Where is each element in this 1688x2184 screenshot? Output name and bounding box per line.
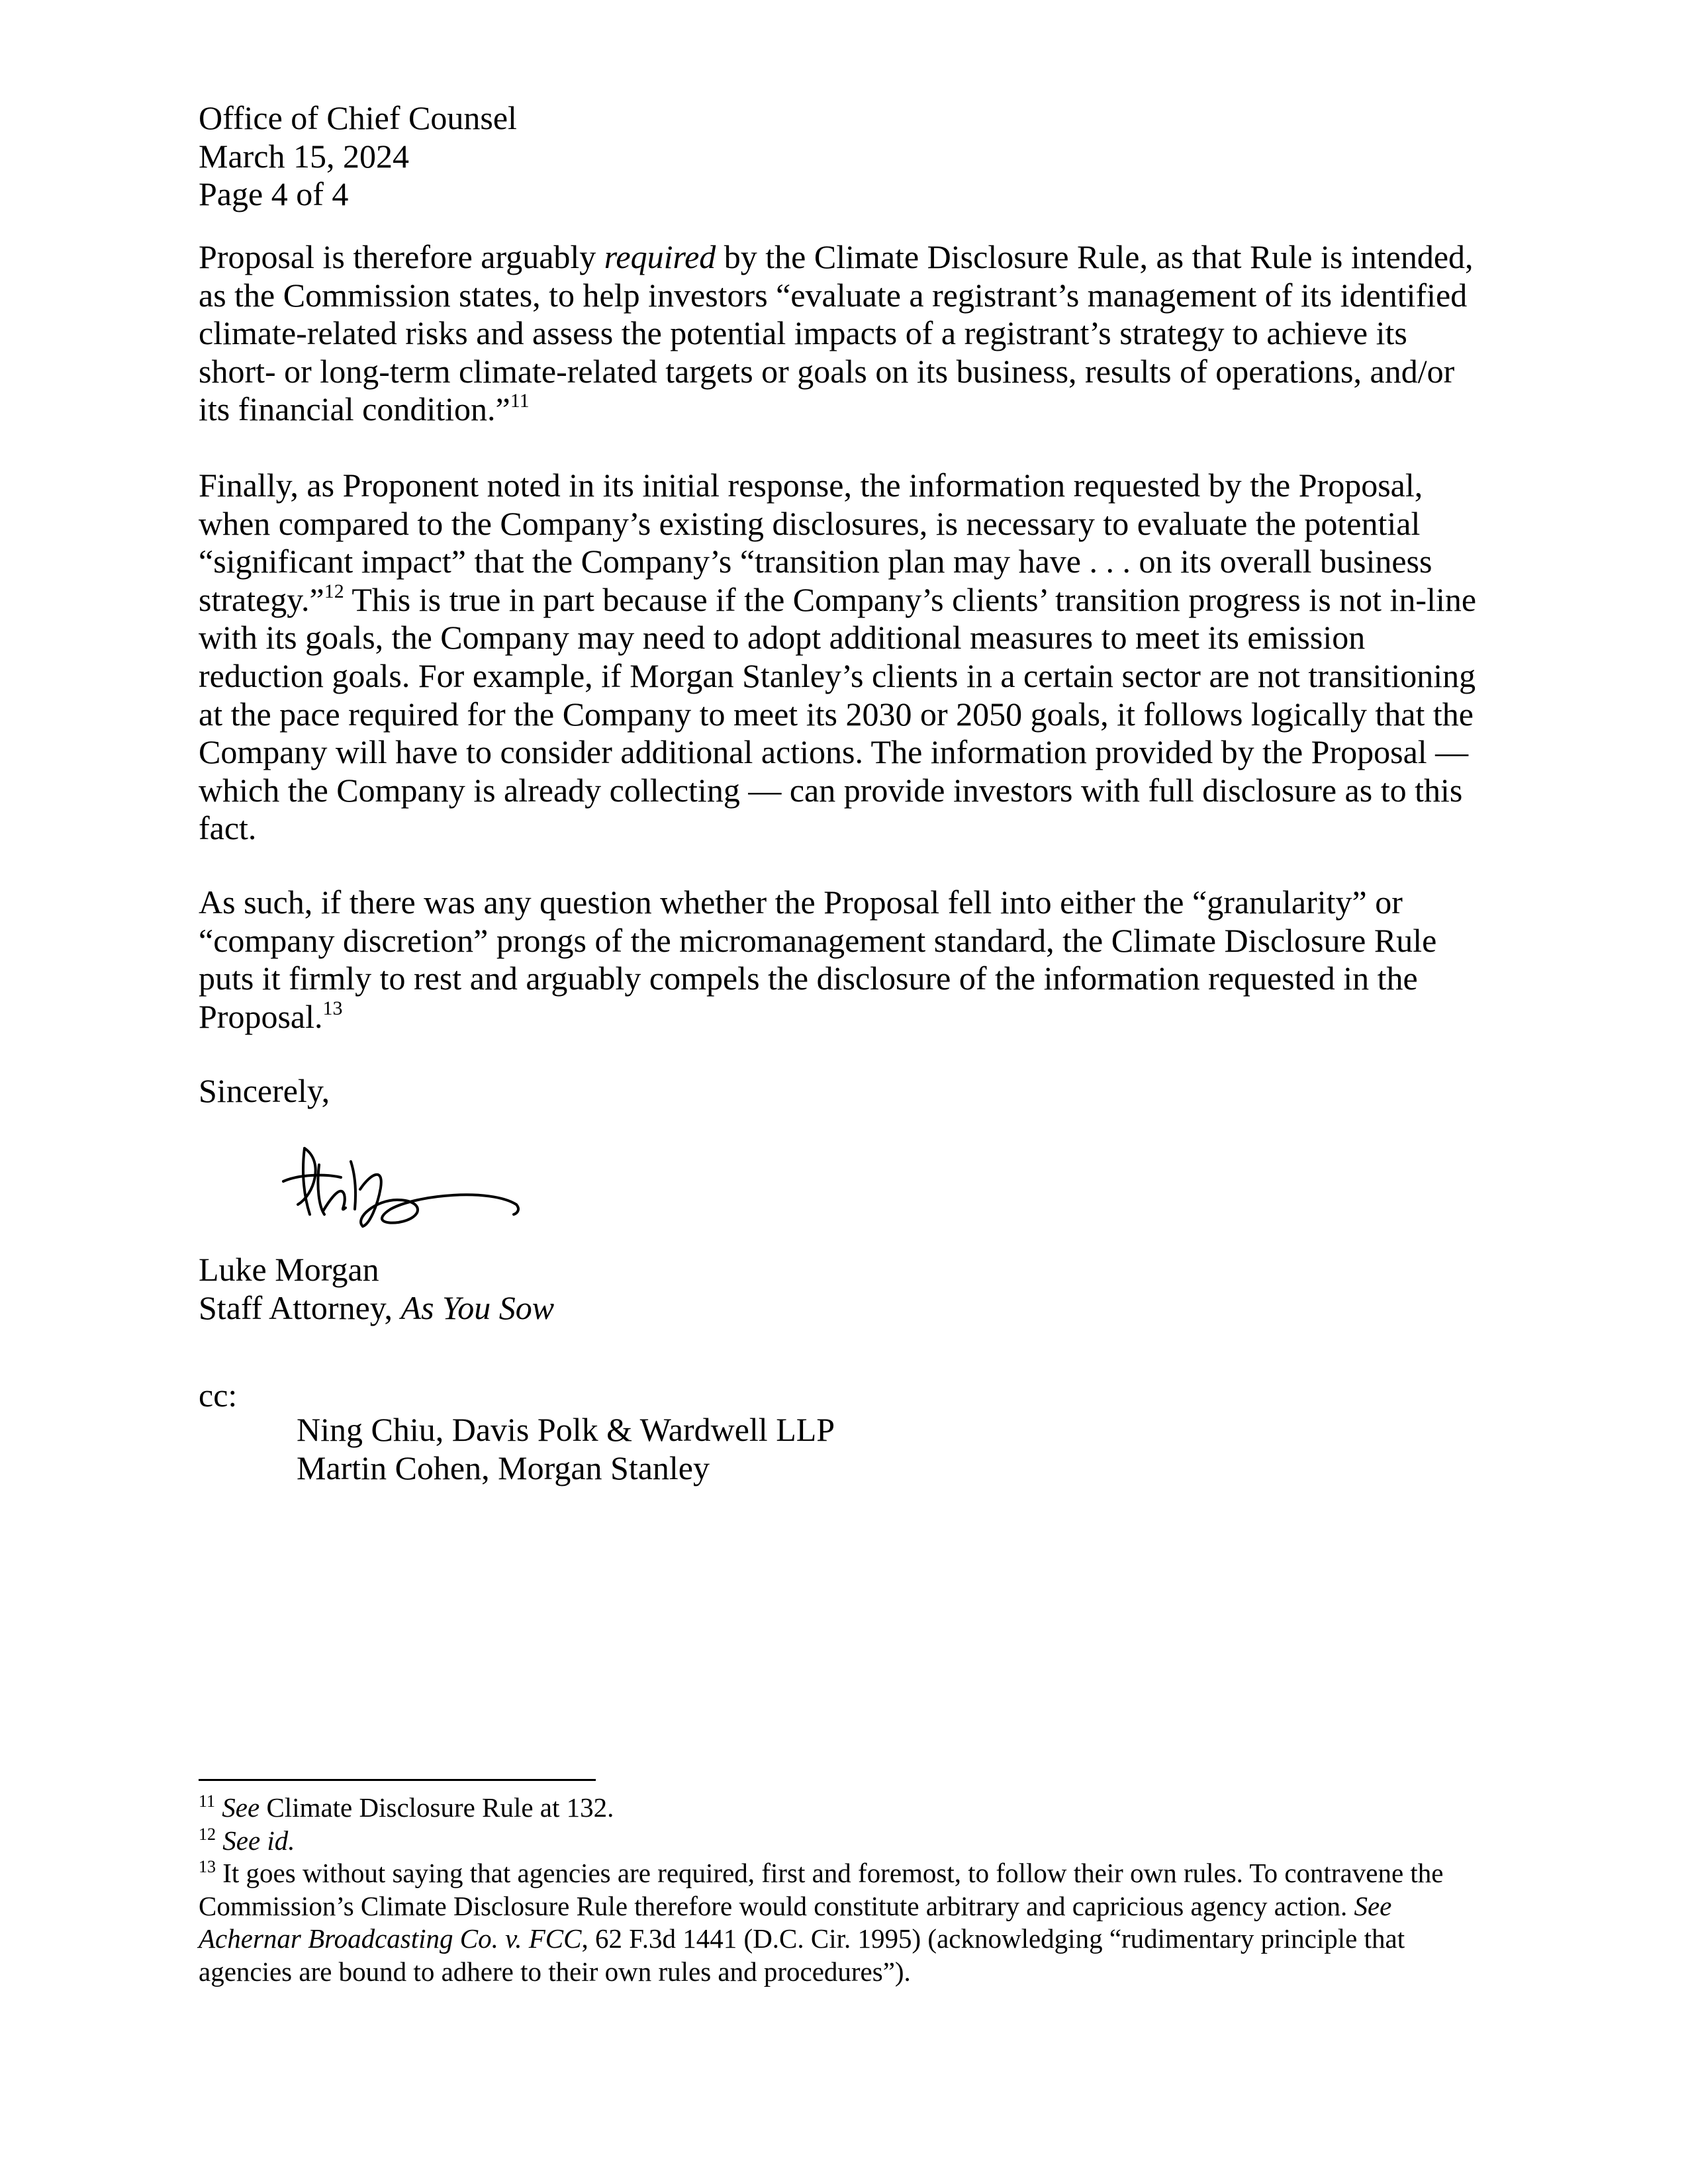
emphasis-text: See id. [222, 1825, 295, 1856]
text-run: Proposal is therefore arguably [199, 238, 604, 275]
closing-salutation [199, 1072, 1496, 1111]
paragraph-line: “significant impact” that the Company’s “transition plan may have . . . on its overall business [199, 543, 1432, 580]
letter-header [199, 99, 1496, 214]
cc-recipient: Ning Chiu, Davis Polk & Wardwell LLP [297, 1411, 835, 1448]
text-run: by the Climate Disclosure Rule, as that Rule is intended, [716, 238, 1474, 275]
paragraph-line: As such, if there was any question whether the Proposal fell into either the “granularity” or [199, 884, 1403, 921]
signatory-name: Luke Morgan [199, 1251, 379, 1288]
footnote-11 [199, 1792, 1496, 1825]
footnote-12 [199, 1825, 1496, 1858]
header-date: March 15, 2024 [199, 137, 409, 175]
footnote-divider [199, 1779, 596, 1781]
text-run: , 62 F.3d 1441 (D.C. Cir. 1995) (acknowledging “rudimentary principle that [581, 1923, 1405, 1954]
emphasis-text: required [604, 238, 716, 275]
text-run: It goes without saying that agencies are required, first and foremost, to follow their own rules. To contravene the [216, 1858, 1444, 1888]
text-run: its financial condition.” [199, 390, 510, 428]
paragraph-line: short- or long-term climate-related targets or goals on its business, results of operations, and/or [199, 352, 1455, 390]
cc-label: cc: [199, 1377, 238, 1414]
footnote-number: 11 [199, 1792, 216, 1811]
paragraph-line [199, 581, 1496, 619]
cc-label-block [199, 1377, 1496, 1415]
text-run: Commission’s Climate Disclosure Rule therefore would constitute arbitrary and capricious agency action. [199, 1890, 1354, 1921]
paragraph-2 [199, 467, 1496, 848]
case-citation: Achernar Broadcasting Co. v. FCC [199, 1923, 582, 1954]
paragraph-line: puts it firmly to rest and arguably compels the disclosure of the information requested in the [199, 960, 1418, 997]
paragraph-line: when compared to the Company’s existing disclosures, is necessary to evaluate the potential [199, 504, 1421, 542]
paragraph-line [199, 998, 1496, 1036]
header-recipient: Office of Chief Counsel [199, 99, 517, 136]
footnote-reference[interactable]: 12 [324, 580, 344, 602]
text-run: Proposal. [199, 997, 323, 1035]
paragraph-line [199, 390, 1496, 429]
footnote-reference[interactable]: 11 [510, 390, 530, 412]
paragraph-line: which the Company is already collecting — can provide investors with full disclosure as to this [199, 771, 1463, 809]
signature-block [199, 1251, 1496, 1327]
emphasis-text: See [222, 1792, 260, 1823]
footnote-number: 13 [199, 1857, 216, 1876]
footnote-number: 12 [199, 1824, 216, 1844]
footnote-13 [199, 1857, 1496, 1890]
emphasis-text: See [1354, 1890, 1392, 1921]
closing-text: Sincerely, [199, 1072, 330, 1109]
signatory-title [199, 1289, 1496, 1328]
paragraph-line: Company will have to consider additional actions. The information provided by the Proposal — [199, 733, 1469, 771]
paragraph-line: with its goals, the Company may need to adopt additional measures to meet its emission [199, 619, 1366, 657]
paragraph-line: fact. [199, 809, 257, 847]
footnote-line: agencies are bound to adhere to their own rules and procedures”). [199, 1956, 911, 1987]
paragraph-line [199, 238, 1496, 277]
handwritten-signature [278, 1135, 530, 1234]
paragraph-line: Finally, as Proponent noted in its initial response, the information requested by the Proposal, [199, 467, 1423, 504]
footnote-reference[interactable]: 13 [322, 997, 343, 1019]
paragraph-line: as the Commission states, to help investors “evaluate a registrant’s management of its identified [199, 276, 1468, 314]
paragraph-line: “company discretion” prongs of the micromanagement standard, the Climate Disclosure Rule [199, 921, 1437, 959]
footnote-line [199, 1923, 1496, 1956]
footnotes [199, 1792, 1496, 1988]
footnote-line [199, 1890, 1496, 1923]
paragraph-line: reduction goals. For example, if Morgan Stanley’s clients in a certain sector are not transitioning [199, 657, 1476, 694]
text-run: Staff Attorney, [199, 1289, 401, 1326]
text-run: strategy.” [199, 580, 324, 618]
paragraph-3 [199, 884, 1496, 1036]
text-run: This is true in part because if the Company’s clients’ transition progress is not in-line [344, 580, 1477, 618]
organization-name: As You Sow [400, 1289, 555, 1326]
cc-recipient: Martin Cohen, Morgan Stanley [297, 1449, 710, 1486]
cc-recipient-list [297, 1411, 835, 1487]
paragraph-1 [199, 238, 1496, 429]
header-page-number: Page 4 of 4 [199, 175, 349, 213]
paragraph-line: at the pace required for the Company to meet its 2030 or 2050 goals, it follows logically that the [199, 695, 1474, 733]
text-run: Climate Disclosure Rule at 132. [259, 1792, 614, 1823]
paragraph-line: climate-related risks and assess the potential impacts of a registrant’s strategy to achieve its [199, 314, 1407, 352]
